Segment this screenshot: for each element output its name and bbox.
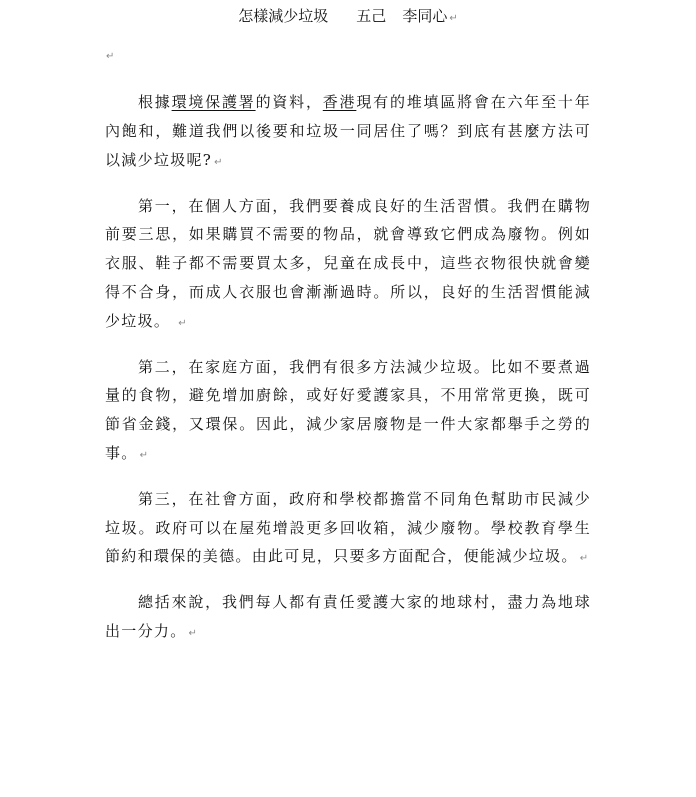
underlined-proper-noun: 環境保護署 bbox=[171, 93, 256, 111]
text-segment: 總括來說，我們每人都有責任愛護大家的地球村，盡力為地球出一分力。 bbox=[105, 593, 591, 641]
paragraph-mark-icon: ↵ bbox=[449, 13, 458, 24]
paragraph-mark-icon: ↵ bbox=[139, 449, 150, 461]
text-segment: 現有的堆填區將會在六年至十年內飽和，難道我們以後要和垃圾一同居住了嗎？到底有甚麼方法可以減少垃圾呢? bbox=[105, 93, 591, 169]
body-paragraph bbox=[105, 192, 591, 339]
paragraph-mark-icon: ↵ bbox=[106, 51, 115, 62]
empty-paragraph bbox=[104, 50, 114, 64]
text-segment: 第一，在個人方面，我們要養成良好的生活習慣。我們在購物前要三思，如果購買不需要的物品，就會導致它們成為廢物。例如衣服、鞋子都不需要買太多，兒童在成長中，這些衣物很快就會變得不合身，而成人衣服也會漸漸過時。所以，良好的生活習慣能減少垃圾。 bbox=[105, 196, 591, 330]
text-segment: 根據 bbox=[138, 93, 172, 111]
body-paragraph bbox=[105, 353, 591, 471]
title-line bbox=[0, 6, 696, 29]
paragraph-mark-icon: ↵ bbox=[214, 156, 224, 168]
document-body bbox=[105, 88, 591, 649]
author-name: 李同心 bbox=[402, 7, 448, 25]
paragraph-mark-icon: ↵ bbox=[579, 553, 590, 565]
class-name: 五己 bbox=[356, 7, 387, 25]
document-title: 怎樣減少垃圾 bbox=[238, 7, 329, 25]
paragraph-mark-icon: ↵ bbox=[178, 317, 188, 329]
body-paragraph bbox=[105, 485, 591, 574]
underlined-proper-noun: 香港 bbox=[322, 93, 357, 111]
text-segment: 的資料， bbox=[255, 93, 323, 111]
text-segment: 第三，在社會方面，政府和學校都擔當不同角色幫助市民減少垃圾。政府可以在屋苑增設更多回收箱，減少廢物。學校教育學生節約和環保的美德。由此可見，只要多方面配合，便能減少垃圾。 bbox=[105, 489, 591, 566]
text-segment: 第二，在家庭方面，我們有很多方法減少垃圾。比如不要煮過量的食物，避免增加廚餘，或好好愛護家具，不用常常更換，既可節省金錢，又環保。因此，減少家居廢物是一件大家都舉手之勞的事。 bbox=[105, 357, 591, 462]
paragraph-mark-icon: ↵ bbox=[188, 628, 199, 640]
body-paragraph bbox=[105, 88, 591, 177]
body-paragraph bbox=[105, 588, 591, 649]
